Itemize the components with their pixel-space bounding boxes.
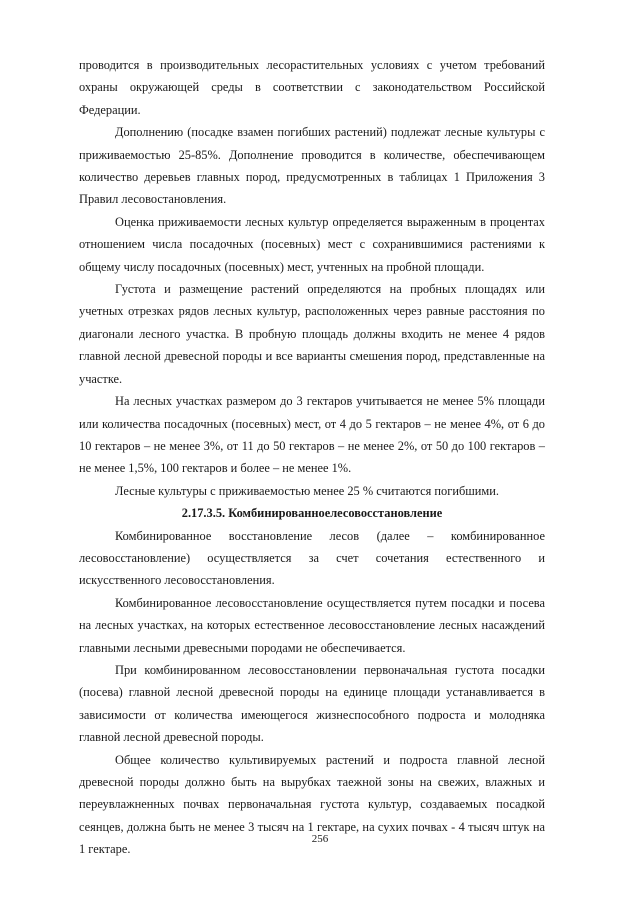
paragraph-7: Комбинированное восстановление лесов (далее – комбинированное лесовосстановление) осуществляется за счет сочетания естественного и искусственного лесовосстановления. bbox=[79, 528, 545, 588]
paragraph-4: Густота и размещение растений определяются на пробных площадях или учетных отрезках рядов лесных культур, расположенных через равные расстояния по диагонали лесного участка. В пробную площадь должны входить не менее 4 рядов главной лесной древесной породы и все варианты смешения пород, представленные на участке. bbox=[79, 282, 545, 386]
paragraph-9: При комбинированном лесовосстановлении первоначальная густота посадки (посева) главной лесной древесной породы на единице площади устанавливается в зависимости от количества имеющегося жизнеспособного подроста и молодняка главной лесной древесной породы. bbox=[79, 662, 545, 745]
paragraph-3: Оценка приживаемости лесных культур определяется выраженным в процентах отношением числа посадочных (посевных) мест с сохранившимися растениями к общему числу посадочных (посевных) мест, учтенных на пробной площади. bbox=[79, 214, 545, 274]
paragraph-5: На лесных участках размером до 3 гектаров учитывается не менее 5% площади или количества посадочных (посевных) мест, от 4 до 5 гектаров – не менее 4%, от 6 до 10 гектаров – не менее 3%, от 11 до 50 гектаров – не менее 2%, от 50 до 100 гектаров – не менее 1,5%, 100 гектаров и более – не менее 1%. bbox=[79, 394, 545, 476]
section-heading: 2.17.3.5. Комбинированноелесовосстановление bbox=[181, 506, 443, 521]
page-number: 256 bbox=[311, 833, 329, 845]
paragraph-2: Дополнению (посадке взамен погибших растений) подлежат лесные культуры с приживаемостью 25-85%. Дополнение проводится в количестве, обеспечивающем количество деревьев главных пород, предусмотренных в таблицах 1 Приложения 3 Правил лесовостановления. bbox=[79, 125, 545, 207]
paragraph-8: Комбинированное лесовосстановление осуществляется путем посадки и посева на лесных участках, на которых естественное лесовосстановление лесных насаждений главными лесными древесными породами не обеспечивается. bbox=[79, 595, 545, 655]
paragraph-10: Общее количество культивируемых растений и подроста главной лесной древесной породы должно быть на вырубках таежной зоны на свежих, влажных и переувлажненных почвах первоначальная густота культур, создаваемых посадкой сеянцев, должна быть не менее 3 тысяч на 1 гектаре, на сухих почвах - 4 тысяч штук на 1 гектаре. bbox=[79, 752, 545, 857]
paragraph-6: Лесные культуры с приживаемостью менее 25 % считаются погибшими. bbox=[115, 483, 499, 498]
paragraph-1: проводится в производительных лесорастительных условиях с учетом требований охраны окружающей среды в соответствии с законодательством Российской Федерации. bbox=[79, 58, 545, 117]
body-text bbox=[79, 54, 545, 861]
